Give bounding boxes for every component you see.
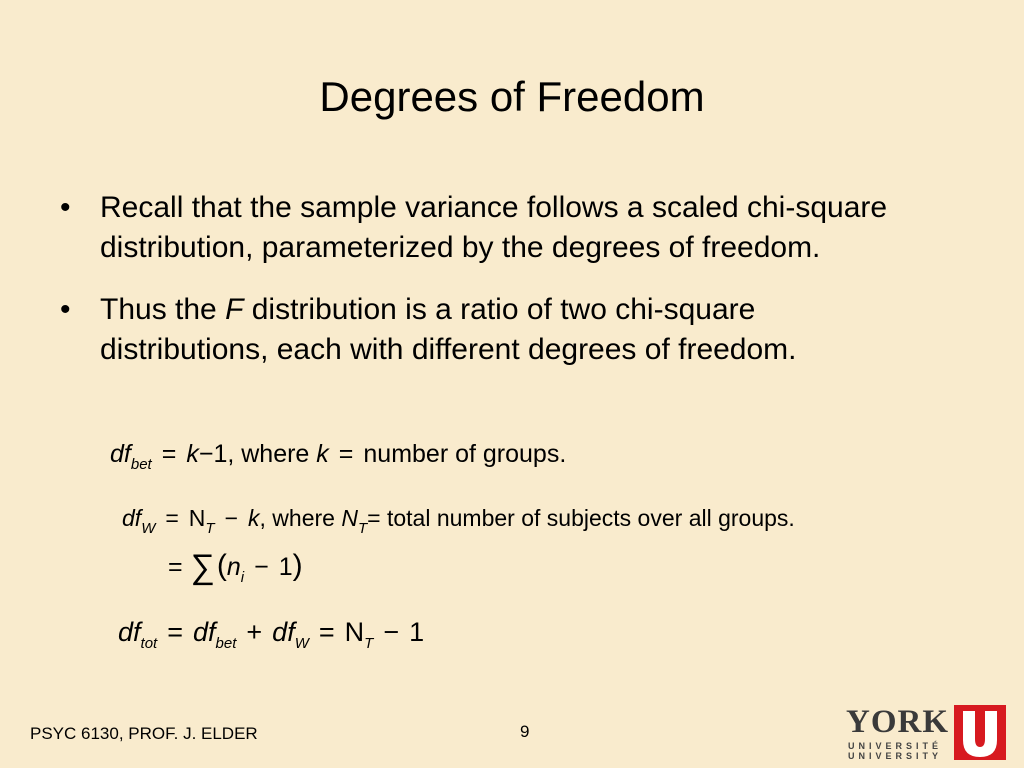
- page-number: 9: [520, 722, 530, 741]
- logo-wordmark: YORK: [846, 704, 949, 740]
- equation-df-between: $df_{bet} = k-1$, where k = number of groups.: [110, 440, 567, 473]
- f-symbol: F: [225, 293, 244, 326]
- logo-line-french: UNIVERSITÉ: [848, 741, 943, 751]
- definition-text: total number of subjects over all groups.: [386, 505, 795, 531]
- york-u-mark-icon: [954, 705, 1006, 760]
- slide-title: Degrees of Freedom: [319, 73, 705, 120]
- bullet-text-before: Thus the: [100, 293, 226, 326]
- sum-symbol: ∑: [190, 548, 215, 586]
- equation-df-within: $df_W = N_T - k$, where $N_T=$ total number of subjects over all groups.: [122, 505, 795, 537]
- footer-course: PSYC 6130, PROF. J. ELDER: [30, 724, 258, 743]
- york-university-logo: [846, 705, 1006, 760]
- bullet-dot: •: [60, 293, 71, 326]
- bullet-dot: •: [60, 191, 71, 224]
- bullet-list: [60, 188, 920, 370]
- equation-df-within-sum: = $\sum(n_i - 1)$: [168, 548, 303, 586]
- logo-line-english: UNIVERSITY: [848, 751, 943, 761]
- equation-df-total: $df_{tot} = df_{bet} + df_W = N_T - 1$: [118, 617, 425, 652]
- bullet-item-1: [60, 188, 920, 268]
- bullet-item-2: [60, 290, 920, 370]
- definition-text: number of groups.: [363, 440, 567, 468]
- bullet-text: Recall that the sample variance follows a scaled chi-square distribution, parameterized by the degrees of freedom.: [100, 191, 888, 264]
- bullet-text-after: distribution is a ratio of two chi-square distributions, each with different degrees of freedom.: [100, 293, 797, 366]
